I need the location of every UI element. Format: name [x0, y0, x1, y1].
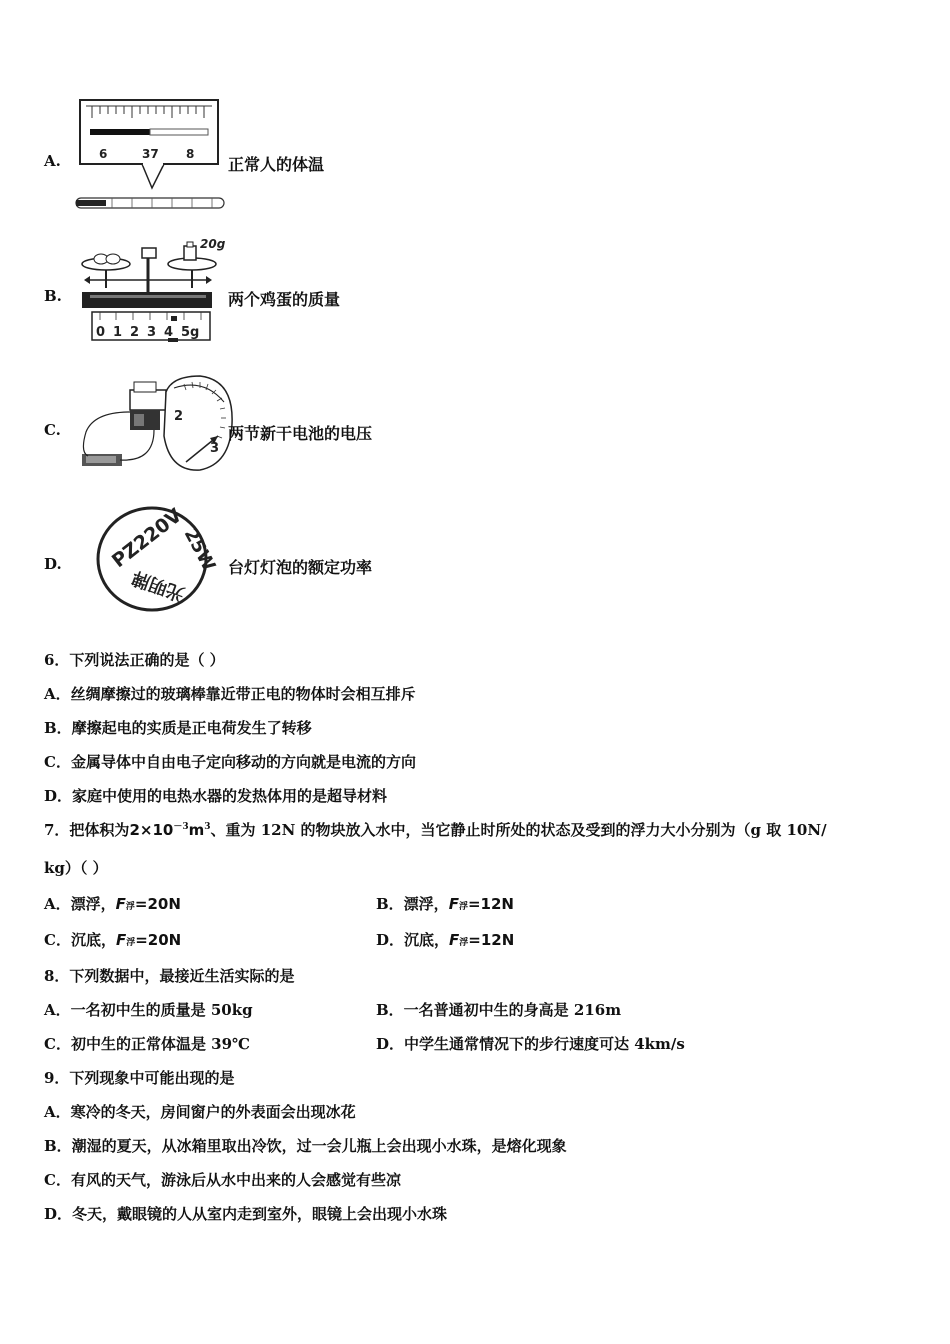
- question-7-volume-exponent: －3: [173, 822, 189, 832]
- force-symbol: F: [115, 931, 127, 949]
- question-8-stem: 8．下列数据中，最接近生活实际的是: [44, 967, 295, 985]
- question-7-option-b: [376, 894, 514, 917]
- force-symbol: F: [449, 931, 460, 949]
- question-9-option-a: A．寒冷的冬天，房间窗户的外表面会出现冰花: [44, 1103, 356, 1121]
- scale-ruler-tick: 3: [147, 325, 157, 340]
- scale-ruler-tick: 2: [130, 325, 140, 340]
- question-7-volume-base: 2×10: [129, 821, 174, 839]
- question-7-stem-line-2: kg）（ ）: [44, 859, 108, 877]
- question-8-option-b: B．一名普通初中生的身高是 216m: [376, 1001, 622, 1019]
- scale-ruler-tick: 5g: [181, 325, 200, 340]
- question-7-option-c: [44, 930, 181, 953]
- question-6-option-c: C．金属导体中自由电子定向移动的方向就是电流的方向: [44, 753, 416, 771]
- option-prefix: D．沉底，: [376, 931, 450, 949]
- force-subscript: 浮: [126, 938, 136, 948]
- option-caption-d: 台灯灯泡的额定功率: [228, 558, 373, 577]
- option-value: =20N: [135, 931, 182, 949]
- thermometer-tick: 8: [186, 147, 195, 161]
- option-letter-d: D.: [44, 555, 62, 573]
- force-subscript: 浮: [125, 902, 135, 912]
- question-7-volume-unit-exponent: 3: [204, 822, 211, 832]
- question-7-option-d: [376, 930, 514, 953]
- question-8-option-c: C．初中生的正常体温是 39℃: [44, 1035, 251, 1053]
- question-7-volume-unit: m: [188, 821, 205, 839]
- force-symbol: F: [115, 895, 126, 913]
- option-letter-c: C.: [44, 421, 61, 439]
- option-prefix: B．漂浮，: [376, 895, 449, 913]
- scale-weight-label: 20g: [200, 237, 226, 251]
- thermometer-tick: 6: [99, 147, 108, 161]
- option-prefix: A．漂浮，: [44, 895, 116, 913]
- question-9-option-c: C．有风的天气，游泳后从水中出来的人会感觉有些凉: [44, 1171, 401, 1189]
- scale-ruler-tick: 1: [113, 325, 123, 340]
- force-symbol: F: [448, 895, 459, 913]
- question-9-option-d: D．冬天，戴眼镜的人从室内走到室外，眼镜上会出现小水珠: [44, 1205, 448, 1223]
- thermometer-tick: 37: [142, 147, 159, 161]
- question-7-option-a: [44, 894, 181, 917]
- thermometer-figure: [72, 96, 232, 220]
- option-value: =20N: [134, 895, 181, 913]
- voltmeter-figure: [74, 372, 234, 480]
- option-prefix: C．沉底，: [44, 931, 116, 949]
- question-7-stem-start: 7．把体积为: [44, 821, 130, 839]
- option-value: =12N: [467, 895, 514, 913]
- force-subscript: 浮: [459, 938, 469, 948]
- option-caption-b: 两个鸡蛋的质量: [228, 290, 341, 309]
- question-6-option-d: D．家庭中使用的电热水器的发热体用的是超导材料: [44, 787, 388, 805]
- option-caption-a: 正常人的体温: [228, 155, 325, 174]
- question-6-option-b: B．摩擦起电的实质是正电荷发生了转移: [44, 719, 312, 737]
- voltmeter-tick: 2: [174, 409, 184, 424]
- question-9-option-b: B．潮湿的夏天，从冰箱里取出冷饮，过一会儿瓶上会出现小水珠，是熔化现象: [44, 1137, 567, 1155]
- option-caption-c: 两节新干电池的电压: [228, 424, 373, 443]
- scale-ruler-tick: 0: [96, 325, 106, 340]
- question-6-option-a: A．丝绸摩擦过的玻璃棒靠近带正电的物体时会相互排斥: [44, 685, 416, 703]
- option-letter-a: A.: [44, 152, 61, 170]
- bulb-power-text: 25W: [179, 524, 220, 575]
- bulb-cap-figure: [96, 504, 220, 616]
- question-8-option-a: A．一名初中生的质量是 50kg: [44, 1001, 253, 1019]
- bulb-brand-text: 光明牌: [129, 566, 188, 605]
- option-value: =12N: [468, 931, 515, 949]
- voltmeter-tick: 3: [210, 441, 220, 456]
- question-8-option-d: D．中学生通常情况下的步行速度可达 4km/s: [376, 1035, 685, 1053]
- bulb-rating-text: PZ220V: [107, 504, 187, 573]
- option-letter-b: B.: [44, 287, 62, 305]
- balance-scale-figure: [76, 236, 226, 350]
- question-7-stem-middle: 、重为 12N 的物块放入水中，当它静止时所处的状态及受到的浮力大小分别为（g 取 10N/: [210, 821, 827, 839]
- question-6-stem: 6．下列说法正确的是（ ）: [44, 651, 225, 669]
- scale-ruler-tick: 4: [164, 325, 174, 340]
- force-subscript: 浮: [458, 902, 468, 912]
- question-9-stem: 9．下列现象中可能出现的是: [44, 1069, 235, 1087]
- question-7-stem: [44, 820, 827, 840]
